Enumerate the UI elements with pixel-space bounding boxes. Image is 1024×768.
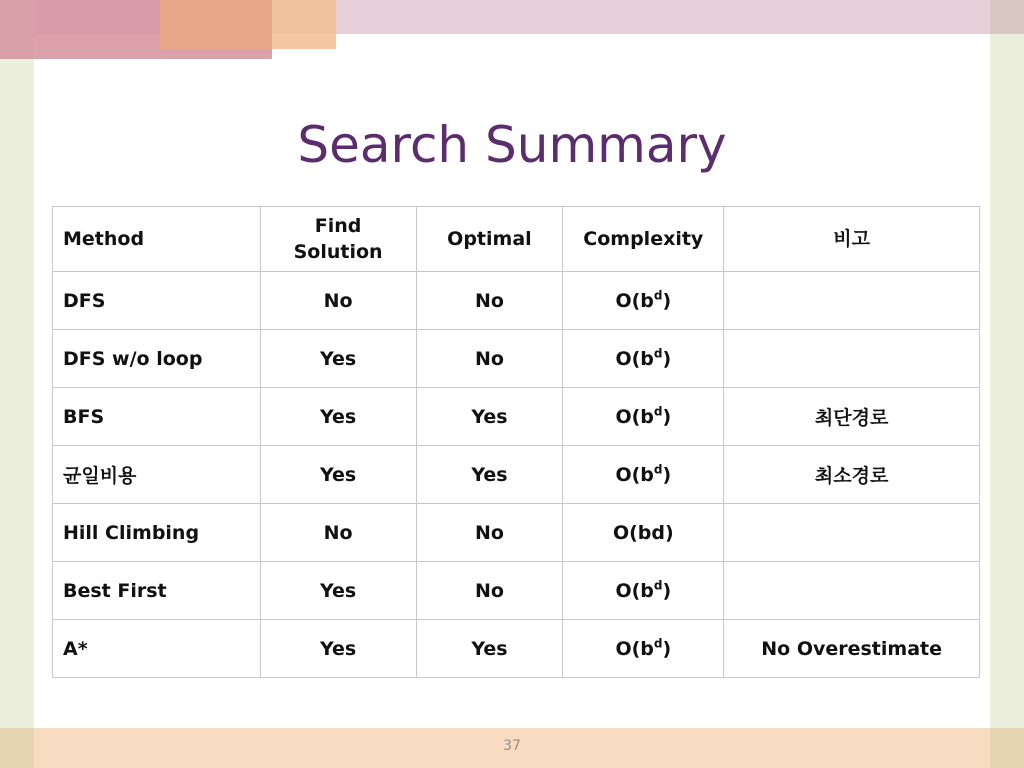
top-right-corner-block — [990, 0, 1024, 34]
page-number: 37 — [503, 738, 521, 754]
table-row — [53, 388, 980, 446]
cell-complexity — [563, 272, 724, 330]
complexity-exponent: d — [653, 404, 663, 419]
header-find-solution — [260, 207, 416, 272]
cell-note — [724, 330, 980, 388]
cell-find-solution: No — [260, 504, 416, 562]
cell-note: 최소경로 — [724, 446, 980, 504]
slide-title: Search Summary — [297, 115, 727, 174]
cell-note — [724, 504, 980, 562]
cell-method: 균일비용 — [53, 446, 261, 504]
cell-optimal: No — [416, 504, 563, 562]
table-row — [53, 272, 980, 330]
table-row — [53, 620, 980, 678]
complexity-base: O(b — [615, 637, 654, 660]
header-complexity: Complexity — [563, 207, 724, 272]
complexity-close: ) — [662, 405, 672, 428]
bottom-right-corner-block — [990, 728, 1024, 768]
cell-find-solution: Yes — [260, 330, 416, 388]
cell-complexity — [563, 562, 724, 620]
complexity-base: O(b — [615, 405, 654, 428]
cell-note — [724, 562, 980, 620]
complexity-exponent: d — [653, 636, 663, 651]
cell-optimal: Yes — [416, 388, 563, 446]
cell-method: DFS w/o loop — [53, 330, 261, 388]
cell-complexity — [563, 504, 724, 562]
table-row — [53, 446, 980, 504]
cell-optimal: No — [416, 272, 563, 330]
table-row — [53, 330, 980, 388]
cell-note: 최단경로 — [724, 388, 980, 446]
complexity-close: ) — [662, 463, 672, 486]
cell-method: BFS — [53, 388, 261, 446]
complexity-base: O(b — [615, 579, 654, 602]
cell-complexity — [563, 620, 724, 678]
cell-find-solution: Yes — [260, 446, 416, 504]
cell-find-solution: No — [260, 272, 416, 330]
complexity-close: ) — [662, 579, 672, 602]
cell-optimal: Yes — [416, 446, 563, 504]
complexity-close: ) — [662, 347, 672, 370]
complexity-exponent: d — [653, 346, 663, 361]
header-note: 비고 — [724, 207, 980, 272]
cell-method: A* — [53, 620, 261, 678]
cell-method: Hill Climbing — [53, 504, 261, 562]
complexity-base: O(b — [615, 463, 654, 486]
cell-optimal: No — [416, 330, 563, 388]
complexity-exponent: d — [653, 578, 663, 593]
cell-find-solution: Yes — [260, 620, 416, 678]
top-orange-overlap-block — [160, 0, 272, 49]
complexity-close: ) — [662, 289, 672, 312]
cell-complexity — [563, 446, 724, 504]
cell-note: No Overestimate — [724, 620, 980, 678]
search-summary-table — [52, 206, 980, 678]
cell-method: Best First — [53, 562, 261, 620]
complexity-base: O(bd) — [612, 521, 674, 544]
complexity-exponent: d — [653, 288, 663, 303]
cell-note — [724, 272, 980, 330]
bottom-left-corner-block — [0, 728, 34, 768]
header-find-solution-line1: Find — [314, 215, 362, 237]
table-row — [53, 562, 980, 620]
complexity-base: O(b — [615, 347, 654, 370]
cell-method: DFS — [53, 272, 261, 330]
header-find-solution-line2: Solution — [293, 241, 383, 263]
cell-complexity — [563, 388, 724, 446]
cell-find-solution: Yes — [260, 562, 416, 620]
table-row — [53, 504, 980, 562]
complexity-base: O(b — [615, 289, 654, 312]
right-decor-strip — [990, 0, 1024, 768]
header-optimal: Optimal — [416, 207, 563, 272]
header-method: Method — [53, 207, 261, 272]
complexity-exponent: d — [653, 462, 663, 477]
cell-optimal: No — [416, 562, 563, 620]
cell-find-solution: Yes — [260, 388, 416, 446]
left-decor-strip — [0, 0, 34, 768]
cell-optimal: Yes — [416, 620, 563, 678]
complexity-close: ) — [662, 637, 672, 660]
table-header-row — [53, 207, 980, 272]
cell-complexity — [563, 330, 724, 388]
